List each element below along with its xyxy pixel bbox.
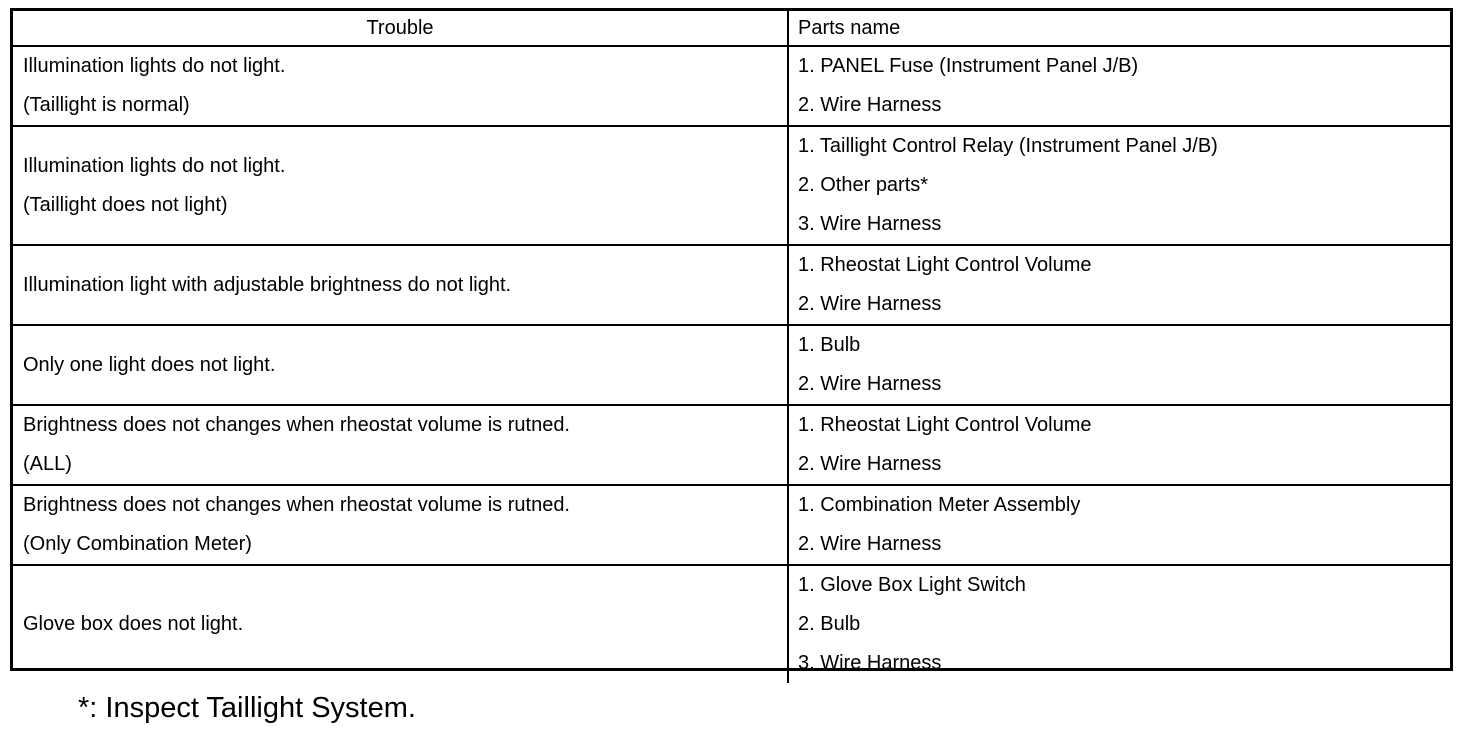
part-item: 2. Wire Harness [798,293,942,315]
trouble-text: (Taillight is normal) [23,94,190,116]
part-item: 1. Bulb [798,334,861,356]
parts-cell [788,126,1450,245]
trouble-cell [13,46,788,126]
part-item: 1. PANEL Fuse (Instrument Panel J/B) [798,55,1139,77]
part-item: 1. Glove Box Light Switch [798,574,1026,596]
parts-cell [788,46,1450,126]
part-item: 2. Wire Harness [798,373,942,395]
parts-cell [788,565,1450,683]
trouble-cell [13,485,788,565]
part-item: 2. Other parts* [798,174,929,196]
trouble-text: Glove box does not light. [23,613,244,635]
footnote: *: Inspect Taillight System. [78,692,416,724]
part-item: 1. Rheostat Light Control Volume [798,414,1092,436]
parts-cell [788,405,1450,485]
trouble-cell [13,245,788,325]
trouble-text: (Only Combination Meter) [23,533,252,555]
part-item: 2. Bulb [798,613,861,635]
trouble-table [13,11,1450,683]
trouble-text: Illumination lights do not light. [23,154,286,177]
trouble-text: Illumination lights do not light. [23,55,286,77]
table-row [13,405,1450,485]
part-item: 1. Taillight Control Relay (Instrument Panel J/B) [798,135,1218,157]
parts-cell [788,245,1450,325]
header-trouble: Trouble [13,11,788,46]
table-row [13,485,1450,565]
part-item: 2. Wire Harness [798,453,942,475]
table-row [13,325,1450,405]
trouble-text: Illumination light with adjustable brightness do not light. [23,273,512,296]
table-row [13,245,1450,325]
part-item: 2. Wire Harness [798,94,942,116]
trouble-cell [13,325,788,405]
trouble-table-frame [10,8,1453,674]
part-item: 1. Rheostat Light Control Volume [798,254,1092,276]
trouble-cell [13,405,788,485]
trouble-cell [13,565,788,683]
part-item: 1. Combination Meter Assembly [798,494,1081,516]
table-header-row [13,11,1450,46]
table-row [13,46,1450,126]
header-parts-name: Parts name [788,11,1450,46]
trouble-text: Brightness does not changes when rheostat volume is rutned. [23,414,570,436]
trouble-cell [13,126,788,245]
trouble-text: Only one light does not light. [23,353,276,376]
parts-cell [788,325,1450,405]
part-item: 3. Wire Harness [798,213,942,235]
part-item: 3. Wire Harness [798,652,942,674]
trouble-text: (Taillight does not light) [23,193,228,216]
parts-cell [788,485,1450,565]
table-row [13,126,1450,245]
table-body [13,46,1450,683]
part-item: 2. Wire Harness [798,533,942,555]
table-row [13,565,1450,683]
trouble-text: Brightness does not changes when rheostat volume is rutned. [23,494,570,516]
trouble-text: (ALL) [23,453,72,475]
